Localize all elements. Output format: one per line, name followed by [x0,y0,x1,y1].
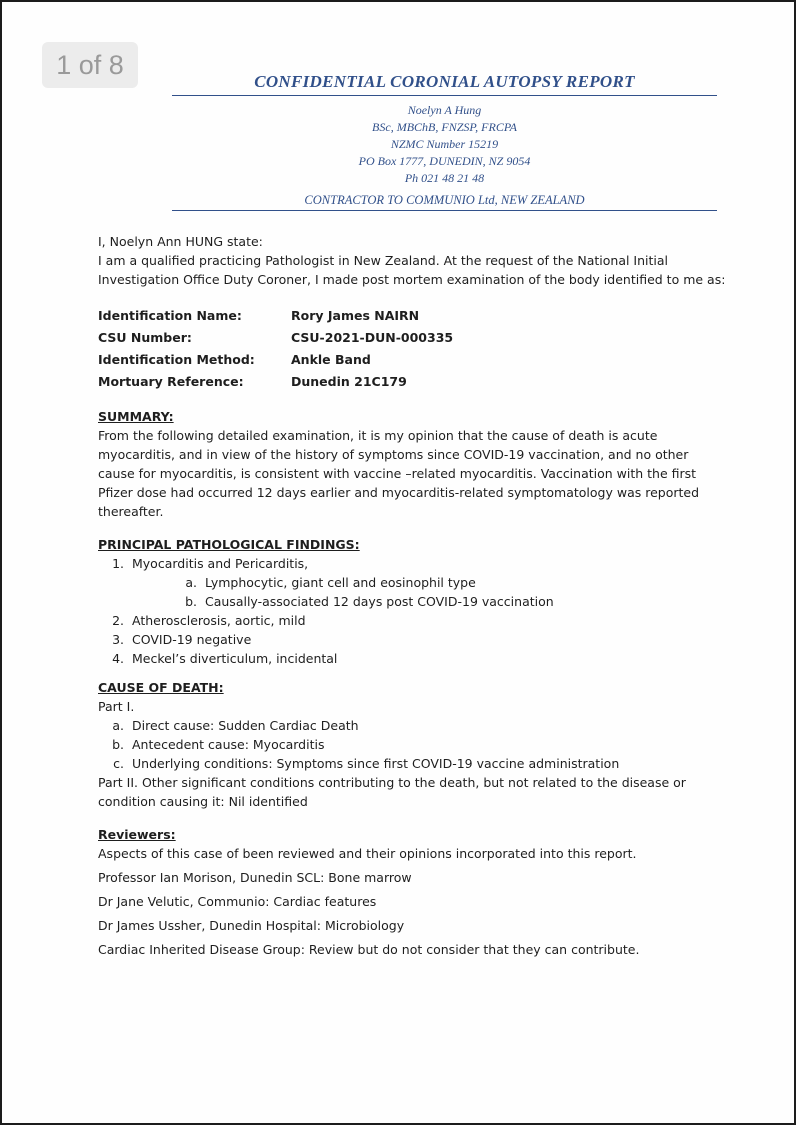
summary-heading: SUMMARY: [98,409,174,424]
id-label: CSU Number: [98,330,192,345]
author-name: Noelyn A Hung [407,103,482,117]
id-label: Identification Name: [98,308,242,323]
list-item: a. Direct cause: Sudden Cardiac Death [112,718,359,733]
letterhead-details [172,102,717,187]
list-item: 1. Myocarditis and Pericarditis, [112,556,309,571]
nzmc-number: NZMC Number 15219 [390,137,499,151]
cause-heading: CAUSE OF DEATH: [98,680,224,695]
reviewers-section [98,825,728,959]
id-label: Identification Method: [98,352,255,367]
cause-part2: Part II. Other significant conditions contributing to the death, but not related to the disease or condition causing it: Nil identified [98,775,686,809]
identification-row [98,327,728,349]
list-item: 2. Atherosclerosis, aortic, mild [112,613,306,628]
list-item: 3. COVID-19 negative [112,632,252,647]
cause-section [98,678,728,811]
reviewers-line: Dr James Ussher, Dunedin Hospital: Microbiology [98,918,405,933]
reviewers-heading: Reviewers: [98,827,176,842]
identification-row [98,371,728,393]
contractor-line: CONTRACTOR TO COMMUNIO Ltd, NEW ZEALAND [172,193,717,211]
list-item: a. Lymphocytic, giant cell and eosinophil type [185,575,476,590]
phone-number: Ph 021 48 21 48 [404,171,485,185]
summary-text: From the following detailed examination, it is my opinion that the cause of death is acute myocarditis, and in view of the history of symptoms since COVID-19 vaccination, and no other cause for myocarditis, is consistent with vaccine –related myocarditis. Vaccination with the first Pfizer dose had occurred 12 days earlier and myocarditis-related symptomatology was reported thereafter. [98,428,700,519]
id-value: Dunedin 21C179 [291,374,407,389]
reviewers-line: Aspects of this case of been reviewed and their opinions incorporated into this report. [98,846,637,861]
intro-state: I, Noelyn Ann HUNG state: [98,234,263,249]
list-item: 4. Meckel’s diverticulum, incidental [112,651,338,666]
findings-section [98,535,728,668]
postal-address: PO Box 1777, DUNEDIN, NZ 9054 [358,154,531,168]
cause-part1: Part I. [98,699,135,714]
id-value: Rory James NAIRN [291,308,420,323]
report-body [98,232,728,959]
letterhead [172,72,717,211]
reviewers-line: Cardiac Inherited Disease Group: Review but do not consider that they can contribute. [98,942,640,957]
identification-table [98,305,728,393]
identification-row [98,305,728,327]
list-item: c. Underlying conditions: Symptoms since first COVID-19 vaccine administration [113,756,620,771]
reviewers-line: Professor Ian Morison, Dunedin SCL: Bone marrow [98,870,412,885]
summary-section [98,407,728,521]
report-title: CONFIDENTIAL CORONIAL AUTOPSY REPORT [172,72,717,96]
author-qualifications: BSc, MBChB, FNZSP, FRCPA [372,120,517,134]
findings-heading: PRINCIPAL PATHOLOGICAL FINDINGS: [98,537,360,552]
intro-statement: I am a qualified practicing Pathologist in New Zealand. At the request of the National Initial Investigation Office Duty Coroner, I made post mortem examination of the body identified to me as: [98,253,726,287]
page-counter-badge: 1 of 8 [42,42,138,88]
id-value: Ankle Band [291,352,371,367]
identification-row [98,349,728,371]
id-value: CSU-2021-DUN-000335 [291,330,454,345]
list-item: b. Causally-associated 12 days post COVID-19 vaccination [185,594,554,609]
reviewers-line: Dr Jane Velutic, Communio: Cardiac features [98,894,377,909]
id-label: Mortuary Reference: [98,374,244,389]
list-item: b. Antecedent cause: Myocarditis [112,737,325,752]
